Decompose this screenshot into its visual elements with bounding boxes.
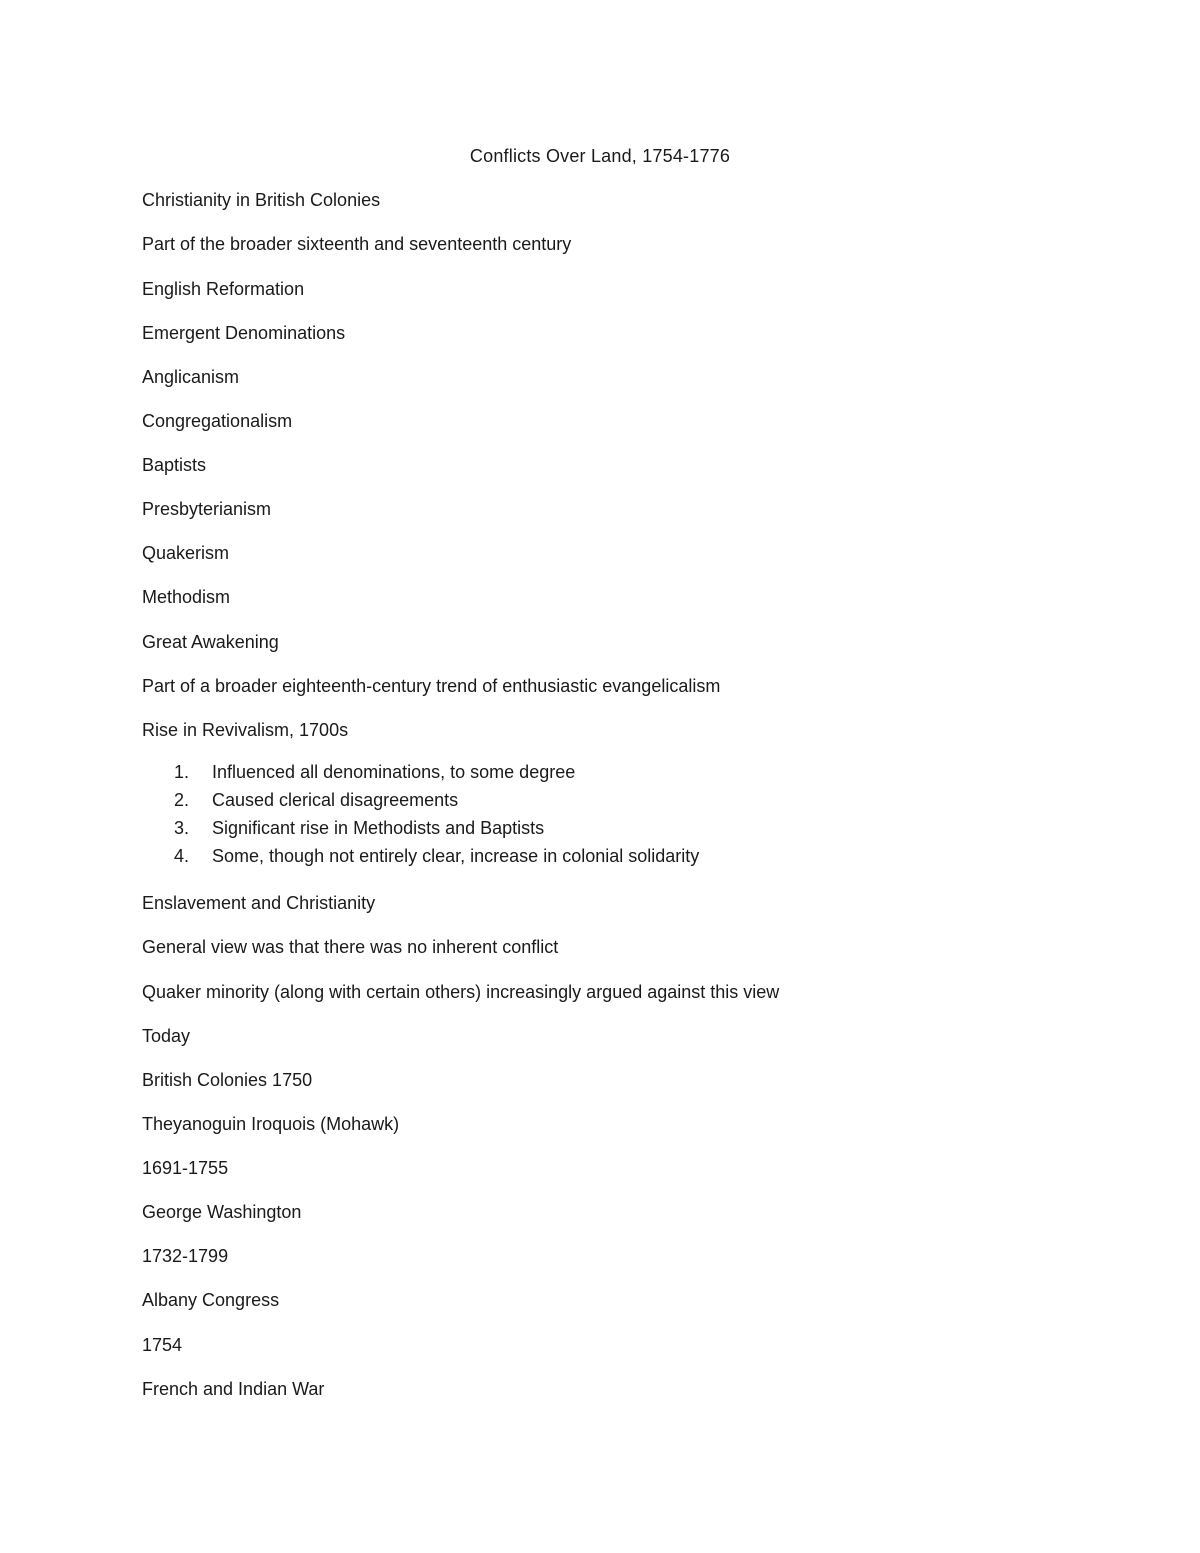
paragraph: Emergent Denominations xyxy=(142,323,346,343)
paragraph: 1732-1799 xyxy=(142,1246,229,1266)
list-item-text: Significant rise in Methodists and Baptists xyxy=(212,818,545,838)
paragraph: Today xyxy=(142,1026,191,1046)
paragraph: Anglicanism xyxy=(142,367,240,387)
paragraph: Albany Congress xyxy=(142,1290,280,1310)
paragraph: Christianity in British Colonies xyxy=(142,190,381,210)
document-title: Conflicts Over Land, 1754-1776 xyxy=(469,146,731,166)
paragraph: 1754 xyxy=(142,1335,183,1355)
paragraph: Rise in Revivalism, 1700s xyxy=(142,720,349,740)
paragraph: Theyanoguin Iroquois (Mohawk) xyxy=(142,1114,400,1134)
paragraph: British Colonies 1750 xyxy=(142,1070,313,1090)
paragraph: 1691-1755 xyxy=(142,1158,229,1178)
paragraph: General view was that there was no inherent conflict xyxy=(142,937,559,957)
list-item-number: 1. xyxy=(174,762,190,782)
list-item-number: 3. xyxy=(174,818,190,838)
list-item-number: 4. xyxy=(174,846,190,866)
paragraph: Great Awakening xyxy=(142,632,279,652)
paragraph: Quaker minority (along with certain others) increasingly argued against this view xyxy=(142,982,780,1002)
paragraph: Baptists xyxy=(142,455,207,475)
paragraph: English Reformation xyxy=(142,279,305,299)
paragraph: Presbyterianism xyxy=(142,499,272,519)
paragraph: George Washington xyxy=(142,1202,302,1222)
paragraph: Enslavement and Christianity xyxy=(142,893,376,913)
paragraph: Quakerism xyxy=(142,543,230,563)
paragraph: French and Indian War xyxy=(142,1379,325,1399)
list-item-number: 2. xyxy=(174,790,190,810)
paragraph: Congregationalism xyxy=(142,411,293,431)
paragraph: Part of a broader eighteenth-century trend of enthusiastic evangelicalism xyxy=(142,676,721,696)
list-item-text: Some, though not entirely clear, increase in colonial solidarity xyxy=(212,846,700,866)
paragraph: Part of the broader sixteenth and seventeenth century xyxy=(142,234,572,254)
list-item-text: Caused clerical disagreements xyxy=(212,790,459,810)
paragraph: Methodism xyxy=(142,587,231,607)
list-item-text: Influenced all denominations, to some degree xyxy=(212,762,576,782)
